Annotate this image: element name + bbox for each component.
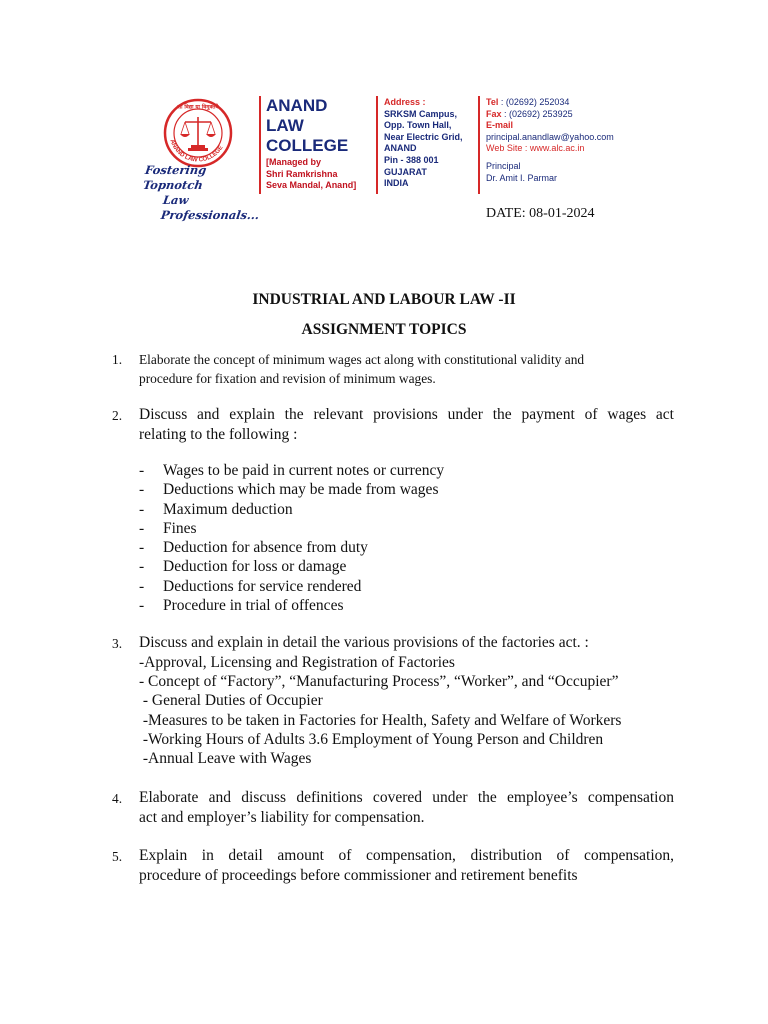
list-item: -Working Hours of Adults 3.6 Employment of Young Person and Children [139,731,604,748]
course-title: INDUSTRIAL AND LABOUR LAW -II [252,291,516,308]
svg-text:सा विद्या या विमुक्तये: सा विद्या या विमुक्तये [177,104,219,111]
list-item: - General Duties of Occupier [139,692,323,709]
list-item: -Approval, Licensing and Registration of Factories [139,654,455,671]
question-2: 2. Discuss and explain the relevant provisions under the payment of wages act relating to the following : [112,406,674,443]
assignment-heading: ASSIGNMENT TOPICS [301,321,467,338]
question-5: 5. Explain in detail amount of compensation, distribution of compensation, procedure of proceedings before commissioner and retirement benefits [112,847,674,884]
list-item: -Measures to be taken in Factories for Health, Safety and Welfare of Workers [139,712,622,729]
document-date: DATE: 08-01-2024 [486,206,595,221]
address-block: Address : SRKSM Campus, Opp. Town Hall, Near Electric Grid, ANAND Pin - 388 001 GUJARAT INDIA [384,97,463,189]
divider [478,96,480,194]
list-item: - Concept of “Factory”, “Manufacturing Process”, “Worker”, and “Occupier” [139,673,619,690]
question-1: 1. Elaborate the concept of minimum wages act along with constitutional validity and procedure for fixation and revision of minimum wages. [112,352,585,386]
list-item: - Deduction for absence from duty [139,539,368,556]
question-3: 3. Discuss and explain in detail the various provisions of the factories act. : [112,634,589,651]
list-item: - Deductions which may be made from wages [139,481,439,498]
question-4: 4. Elaborate and discuss definitions covered under the employee’s compensation act and employer’s liability for compensation. [112,789,674,826]
list-item: - Procedure in trial of offences [139,597,344,614]
list-item: - Fines [139,520,197,537]
college-seal-logo [163,98,233,168]
contact-block: Tel : (02692) 252034 Fax : (02692) 253925 E-mail principal.anandlaw@yahoo.com Web Site : www.alc.ac.in Principal Dr. Amit I. Parmar [486,97,614,183]
list-item: - Wages to be paid in current notes or currency [139,462,445,479]
list-item: -Annual Leave with Wages [139,750,312,767]
managed-by: [Managed by Shri Ramkrishna Seva Mandal, Anand] [266,157,357,190]
list-item: - Deductions for service rendered [139,578,362,595]
divider [259,96,261,194]
list-item: - Deduction for loss or damage [139,558,347,575]
email-link[interactable]: principal.anandlaw@yahoo.com [486,131,614,142]
tagline: Fostering Topnotch Law Professionals... [142,163,261,222]
svg-text:ANAND LAW COLLEGE: ANAND LAW COLLEGE [168,138,225,164]
website-link[interactable]: Web Site : www.alc.ac.in [486,143,585,154]
divider [376,96,378,194]
college-name: ANAND LAW COLLEGE [266,96,349,155]
list-item: - Maximum deduction [139,501,293,518]
